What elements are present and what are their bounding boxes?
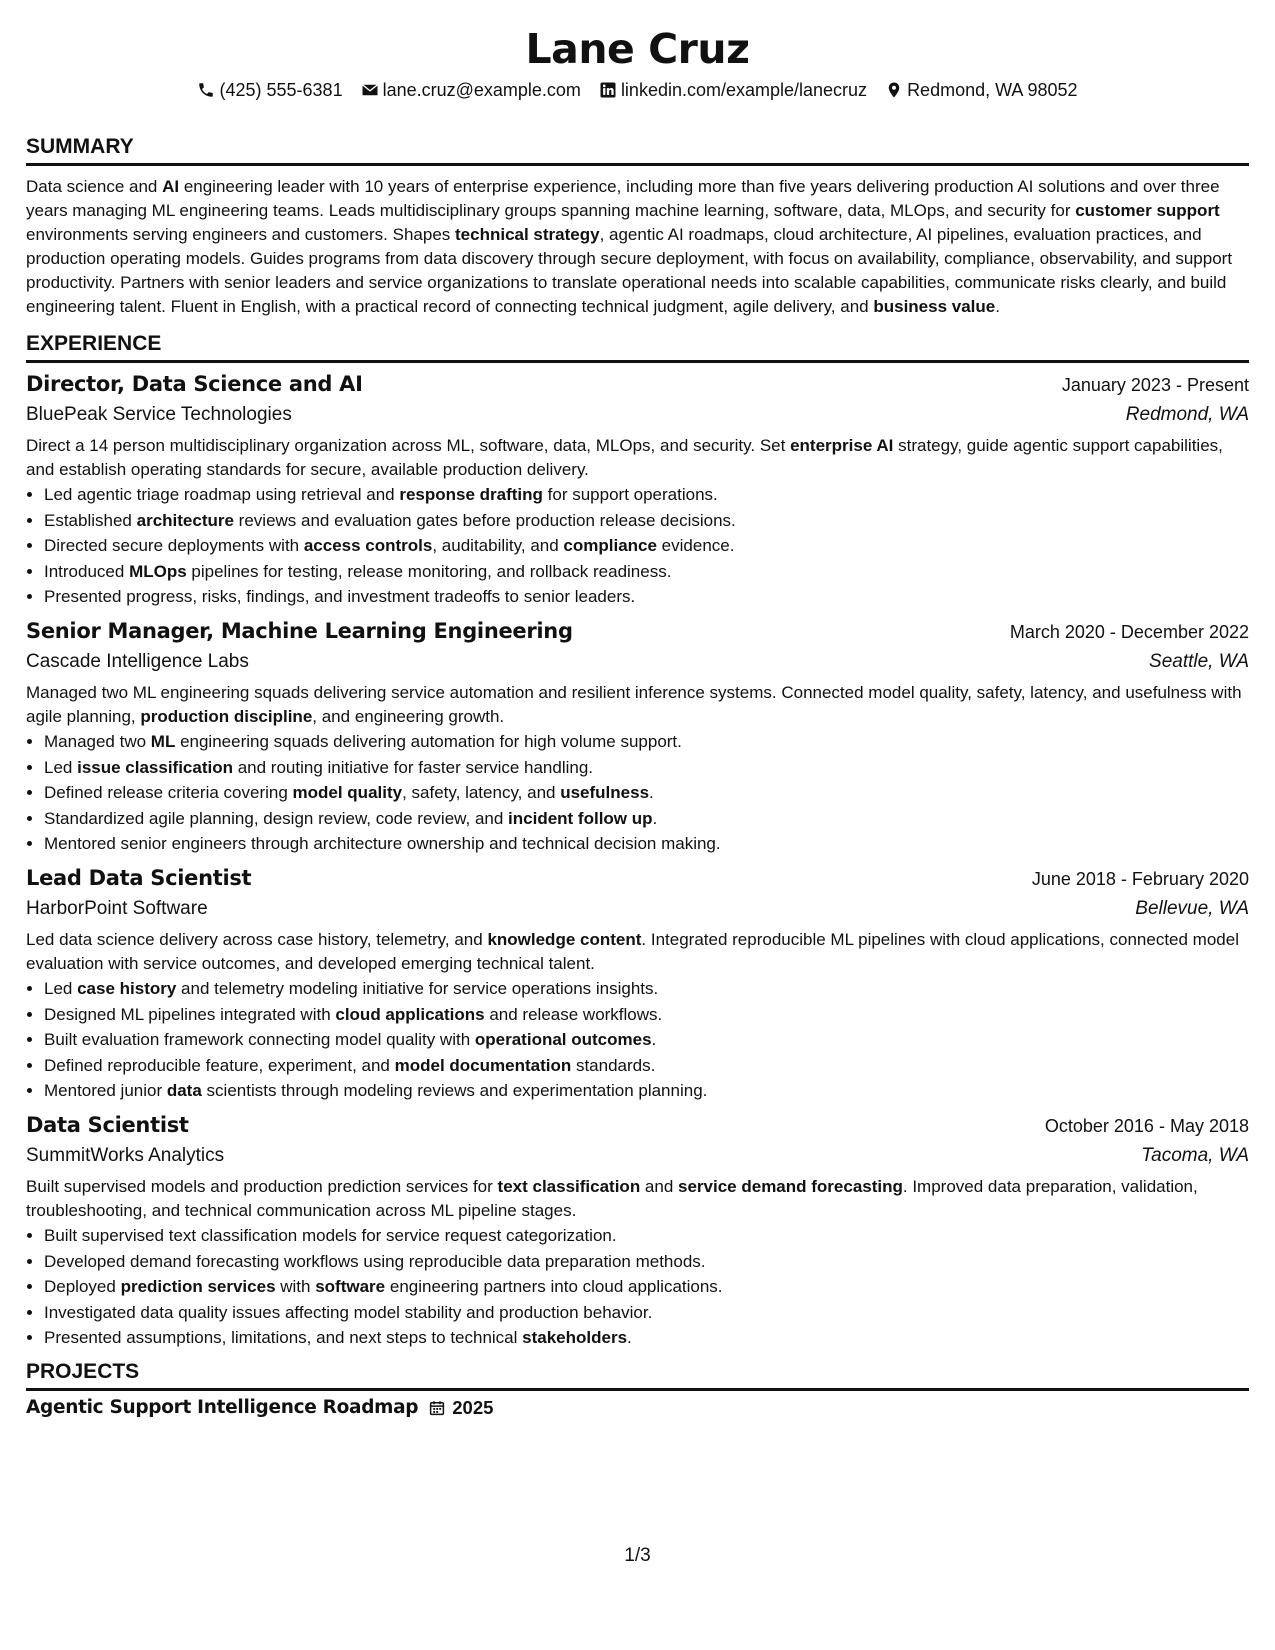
job-subheader xyxy=(26,400,1249,430)
bold-text: model quality xyxy=(292,783,403,803)
bullet-item xyxy=(44,1027,1249,1053)
job-dates: January 2023 - Present xyxy=(1061,375,1249,395)
email-link[interactable]: lane.cruz@example.com xyxy=(382,80,581,100)
text-run: and routing initiative for faster service handling. xyxy=(233,757,594,777)
text-run: Mentored junior xyxy=(44,1081,167,1101)
bullet-item xyxy=(44,755,1249,781)
job-header xyxy=(26,1110,1249,1141)
bullet-item xyxy=(44,533,1249,559)
calendar-icon xyxy=(428,1399,446,1417)
job-header xyxy=(26,369,1249,400)
text-run: . xyxy=(995,297,1000,316)
bold-text: response drafting xyxy=(399,485,543,504)
job-company: SummitWorks Analytics xyxy=(26,1144,225,1166)
text-run: and xyxy=(640,1176,679,1196)
bullet-item xyxy=(44,508,1249,534)
envelope-icon xyxy=(361,81,379,99)
bold-text: production discipline xyxy=(140,706,313,726)
bullet-item xyxy=(44,1300,1249,1326)
job-header xyxy=(26,863,1249,894)
job-subheader xyxy=(26,894,1249,924)
text-run: Led agentic triage roadmap using retrieval and xyxy=(44,485,400,504)
job-company: Cascade Intelligence Labs xyxy=(26,650,249,672)
bullet-item xyxy=(44,976,1249,1002)
job-company: BluePeak Service Technologies xyxy=(26,404,292,425)
job-subheader xyxy=(26,647,1249,677)
job-summary xyxy=(26,1175,1249,1223)
job-entry xyxy=(26,1110,1249,1351)
text-run: . Integrated reproducible ML pipelines with cloud applications, connected model evaluation with service outcomes, and developed emerging technical talent. xyxy=(26,929,1239,973)
bold-text: MLOps xyxy=(129,561,187,581)
bold-text: operational outcomes xyxy=(474,1030,652,1050)
bold-text: usefulness xyxy=(560,783,650,803)
text-run: Investigated data quality issues affecting model stability and production behavior. xyxy=(44,1302,653,1322)
bold-text: customer support xyxy=(1075,201,1220,220)
bullet-item xyxy=(44,806,1249,832)
job-header xyxy=(26,616,1249,647)
job-bullets xyxy=(26,729,1249,857)
job-dates: June 2018 - February 2020 xyxy=(1031,868,1249,889)
bullet-item xyxy=(44,1053,1249,1079)
bold-text: architecture xyxy=(136,510,234,530)
text-run: , and engineering growth. xyxy=(312,706,505,726)
job-entry xyxy=(26,369,1249,610)
bold-text: text classification xyxy=(497,1176,641,1196)
bold-text: cloud applications xyxy=(335,1004,485,1024)
text-run: Built supervised models and production prediction services for xyxy=(26,1176,498,1196)
job-location: Redmond, WA xyxy=(1125,404,1249,425)
bullet-item xyxy=(44,482,1249,508)
job-entry xyxy=(26,863,1249,1104)
text-run: Built evaluation framework connecting model quality with xyxy=(44,1030,475,1050)
phone-text: (425) 555-6381 xyxy=(219,80,343,100)
contact-linkedin[interactable] xyxy=(599,78,867,102)
text-run: and telemetry modeling initiative for service operations insights. xyxy=(176,978,659,998)
bold-text: issue classification xyxy=(77,757,233,777)
summary-heading: SUMMARY xyxy=(26,134,1249,166)
resume-page xyxy=(26,0,1249,1419)
bold-text: compliance xyxy=(563,536,657,556)
contact-phone xyxy=(197,78,342,102)
job-bullets xyxy=(26,976,1249,1104)
text-run: . xyxy=(652,808,658,828)
text-run: Developed demand forecasting workflows using reproducible data preparation methods. xyxy=(44,1251,706,1271)
contact-line xyxy=(26,78,1249,102)
contact-email[interactable] xyxy=(361,78,581,102)
text-run: Direct a 14 person multidisciplinary organization across ML, software, data, MLOps, and security. Set xyxy=(26,436,791,455)
text-run: Defined release criteria covering xyxy=(44,783,293,803)
text-run: , safety, latency, and xyxy=(402,783,561,803)
text-run: Data science and xyxy=(26,177,163,196)
text-run: . xyxy=(627,1328,632,1348)
bullet-item xyxy=(44,831,1249,857)
text-run: Introduced xyxy=(44,561,130,581)
text-run: Managed two xyxy=(44,731,151,751)
bullet-item xyxy=(44,1274,1249,1300)
job-dates: March 2020 - December 2022 xyxy=(1009,621,1249,642)
bold-text: incident follow up xyxy=(508,808,653,828)
text-run: , agentic AI roadmaps, cloud architecture, AI pipelines, evaluation practices, and production operating models. Guides programs from data discovery through secure deployment, with focus on availability, compliance, observability, and support productivity. Partners with senior leaders and service organizations to translate operational needs into scalable capabilities, communicate risks clearly, and build engineering talent. Fluent in English, with a practical record of connecting technical judgment, agile delivery, and xyxy=(26,225,1233,316)
bold-text: AI xyxy=(162,177,180,196)
text-run: Defined reproducible feature, experiment, and xyxy=(44,1055,395,1075)
contact-location xyxy=(885,78,1077,102)
bullet-item xyxy=(44,1078,1249,1104)
text-run: engineering leader with 10 years of enterprise experience, including more than five years delivering production AI solutions and over three years managing ML engineering teams. Leads multidisciplinary groups spanning machine learning, software, data, MLOps, and security for xyxy=(26,177,1220,220)
job-entry xyxy=(26,616,1249,857)
job-location: Bellevue, WA xyxy=(1135,897,1249,919)
text-run: Managed two ML engineering squads delivering service automation and resilient inference systems. Connected model quality, safety, latency, and usefulness with agile planning, xyxy=(26,682,1242,726)
experience-heading: EXPERIENCE xyxy=(26,331,1249,363)
bold-text: knowledge content xyxy=(487,929,642,949)
job-bullets xyxy=(26,482,1249,610)
projects-heading: PROJECTS xyxy=(26,1359,1249,1391)
linkedin-icon xyxy=(599,81,617,99)
text-run: for support operations. xyxy=(542,485,718,504)
job-bullets xyxy=(26,1223,1249,1351)
bold-text: stakeholders xyxy=(522,1328,628,1348)
bullet-item xyxy=(44,1249,1249,1275)
text-run: Mentored senior engineers through architecture ownership and technical decision making. xyxy=(44,834,721,854)
page-indicator: 1/3 xyxy=(624,1545,651,1566)
bullet-item xyxy=(44,729,1249,755)
job-summary xyxy=(26,928,1249,976)
bold-text: software xyxy=(315,1277,386,1297)
location-text: Redmond, WA 98052 xyxy=(907,80,1078,100)
job-title: Director, Data Science and AI xyxy=(26,372,363,396)
job-company: HarborPoint Software xyxy=(26,897,208,919)
text-run: Presented assumptions, limitations, and next steps to technical xyxy=(44,1328,523,1348)
bold-text: service demand forecasting xyxy=(678,1176,903,1196)
candidate-name: Lane Cruz xyxy=(525,25,750,73)
job-title: Data Scientist xyxy=(26,1112,189,1137)
text-run: Deployed xyxy=(44,1277,121,1297)
text-run: Led xyxy=(44,757,78,777)
project-year: 2025 xyxy=(452,1396,494,1418)
text-run: standards. xyxy=(571,1055,656,1075)
project-date xyxy=(428,1397,493,1419)
bold-text: data xyxy=(166,1081,202,1101)
text-run: . xyxy=(651,1030,657,1050)
text-run: . xyxy=(649,783,654,803)
summary-text xyxy=(26,175,1249,319)
text-run: strategy, guide agentic support capabilities, and establish operating standards for secure, available production delivery. xyxy=(26,436,1223,479)
job-location: Seattle, WA xyxy=(1149,650,1249,672)
bold-text: technical strategy xyxy=(455,225,600,244)
text-run: Led xyxy=(44,978,78,998)
text-run: engineering partners into cloud applications. xyxy=(385,1277,723,1297)
bold-text: access controls xyxy=(303,536,433,556)
job-subheader xyxy=(26,1141,1249,1171)
bullet-item xyxy=(44,1325,1249,1351)
job-title: Lead Data Scientist xyxy=(26,865,252,890)
text-run: Led data science delivery across case history, telemetry, and xyxy=(26,929,488,949)
job-location: Tacoma, WA xyxy=(1141,1144,1249,1166)
job-summary xyxy=(26,434,1249,482)
text-run: . Improved data preparation, validation, troubleshooting, and technical communication across ML pipeline stages. xyxy=(26,1176,1198,1220)
bullet-item xyxy=(44,584,1249,610)
bold-text: enterprise AI xyxy=(790,436,894,455)
map-pin-icon xyxy=(885,81,903,99)
text-run: evidence. xyxy=(656,536,735,556)
experience-list xyxy=(26,369,1249,1351)
bold-text: ML xyxy=(150,731,176,751)
bold-text: business value xyxy=(873,297,996,316)
job-dates: October 2016 - May 2018 xyxy=(1044,1115,1249,1136)
bullet-item xyxy=(44,1223,1249,1249)
text-run: Standardized agile planning, design review, code review, and xyxy=(44,808,509,828)
text-run: environments serving engineers and customers. Shapes xyxy=(26,225,456,244)
project-name: Agentic Support Intelligence Roadmap xyxy=(26,1397,419,1419)
text-run: Presented progress, risks, findings, and investment tradeoffs to senior leaders. xyxy=(44,587,636,607)
text-run: Established xyxy=(44,510,137,530)
text-run: engineering squads delivering automation for high volume support. xyxy=(175,731,682,751)
text-run: scientists through modeling reviews and experimentation planning. xyxy=(201,1081,708,1101)
bold-text: prediction services xyxy=(120,1277,276,1297)
project-entry xyxy=(26,1397,1249,1419)
job-summary xyxy=(26,681,1249,729)
text-run: pipelines for testing, release monitoring, and rollback readiness. xyxy=(186,561,672,581)
bullet-item xyxy=(44,780,1249,806)
bold-text: model documentation xyxy=(394,1055,572,1075)
text-run: Built supervised text classification models for service request categorization. xyxy=(44,1225,617,1245)
projects-list xyxy=(26,1397,1249,1419)
phone-icon xyxy=(197,81,215,99)
text-run: Directed secure deployments with xyxy=(44,536,304,556)
bullet-item xyxy=(44,1002,1249,1028)
text-run: Designed ML pipelines integrated with xyxy=(44,1004,336,1024)
linkedin-link[interactable]: linkedin.com/example/lanecruz xyxy=(620,80,868,100)
text-run: reviews and evaluation gates before production release decisions. xyxy=(233,510,736,530)
bold-text: case history xyxy=(77,978,177,998)
bullet-item xyxy=(44,559,1249,585)
text-run: with xyxy=(275,1277,316,1297)
text-run: and release workflows. xyxy=(484,1004,663,1024)
text-run: , auditability, and xyxy=(432,536,564,556)
job-title: Senior Manager, Machine Learning Engineering xyxy=(26,618,573,643)
